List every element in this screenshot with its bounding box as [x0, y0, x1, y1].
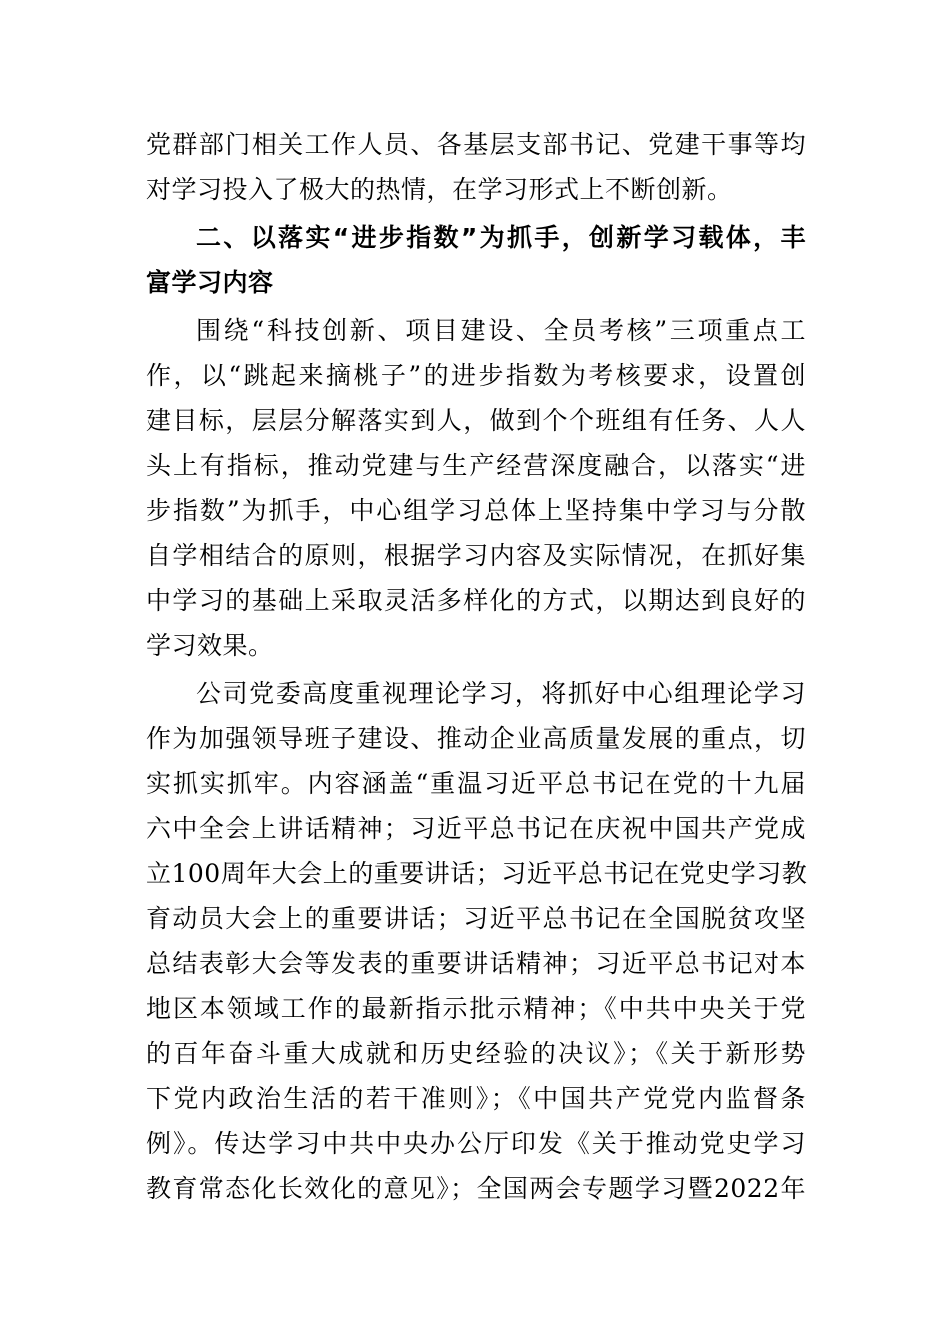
paragraph-line: 的百年奋斗重大成就和历史经验的决议》；《关于新形势 [146, 1039, 806, 1068]
paragraph-line: 下党内政治生活的若干准则》；《中国共产党党内监督条 [146, 1084, 806, 1113]
paragraph-line: 学习效果。 [146, 631, 274, 660]
paragraph-line: 对学习投入了极大的热情，在学习形式上不断创新。 [146, 175, 733, 204]
paragraph-line: 作为加强领导班子建设、推动企业高质量发展的重点，切 [146, 724, 806, 753]
paragraph-line: 建目标，层层分解落实到人，做到个个班组有任务、人人 [146, 406, 806, 435]
paragraph-line: 党群部门相关工作人员、各基层支部书记、党建干事等均 [146, 130, 806, 159]
paragraph-line: 围绕“科技创新、项目建设、全员考核”三项重点工 [196, 316, 806, 345]
paragraph-line: 步指数”为抓手，中心组学习总体上坚持集中学习与分散 [146, 496, 806, 525]
document-body [146, 122, 806, 1211]
paragraph-line: 头上有指标，推动党建与生产经营深度融合，以落实“进 [146, 451, 806, 480]
paragraph-line: 立100周年大会上的重要讲话；习近平总书记在党史学习教 [146, 859, 808, 888]
paragraph-line: 中学习的基础上采取灵活多样化的方式，以期达到良好的 [146, 586, 806, 615]
paragraph-line: 总结表彰大会等发表的重要讲话精神；习近平总书记对本 [146, 949, 806, 978]
paragraph-line: 作，以“跳起来摘桃子”的进步指数为考核要求，设置创 [146, 361, 806, 390]
paragraph-line: 例》。传达学习中共中央办公厅印发《关于推动党史学习 [146, 1129, 806, 1158]
paragraph-line: 地区本领域工作的最新指示批示精神；《中共中央关于党 [146, 994, 806, 1023]
paragraph-line: 实抓实抓牢。内容涵盖“重温习近平总书记在党的十九届 [146, 769, 806, 798]
paragraph-line: 六中全会上讲话精神；习近平总书记在庆祝中国共产党成 [146, 814, 806, 843]
paragraph-line: 公司党委高度重视理论学习，将抓好中心组理论学习 [196, 679, 806, 708]
paragraph-line: 自学相结合的原则，根据学习内容及实际情况，在抓好集 [146, 541, 806, 570]
paragraph-line: 教育常态化长效化的意见》；全国两会专题学习暨2022年 [146, 1174, 806, 1203]
section-heading-line: 二、以落实“进步指数”为抓手，创新学习载体，丰 [196, 223, 806, 252]
paragraph-line: 育动员大会上的重要讲话；习近平总书记在全国脱贫攻坚 [146, 904, 806, 933]
section-heading-line: 富学习内容 [146, 268, 274, 297]
